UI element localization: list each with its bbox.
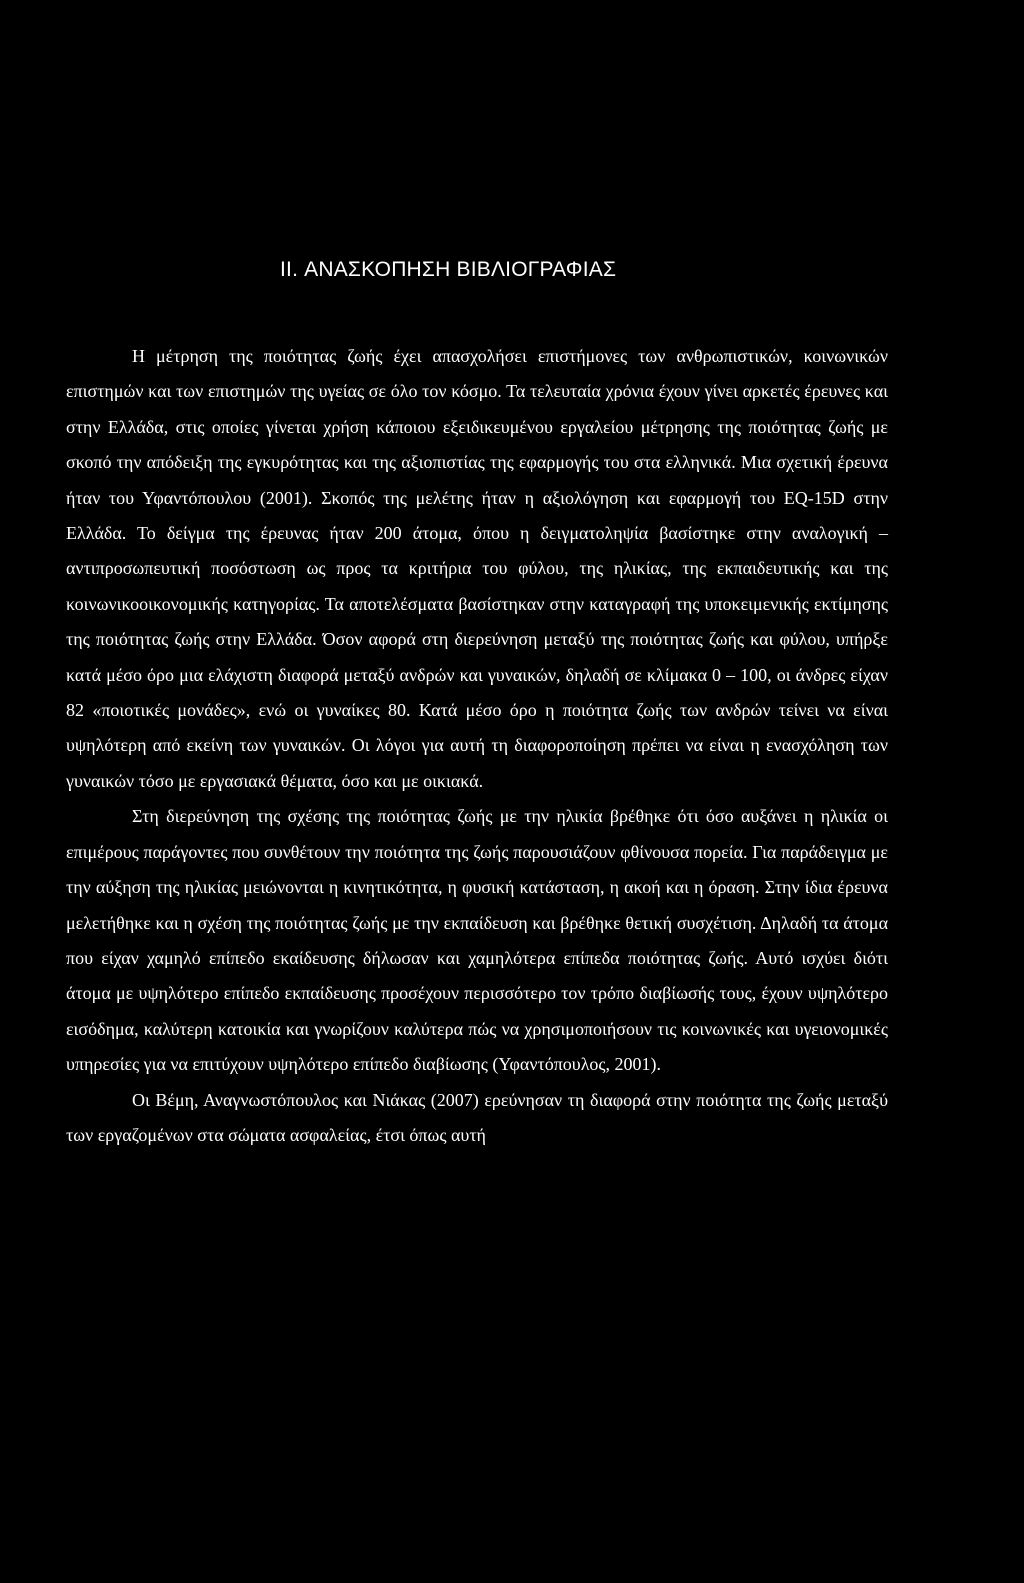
paragraph: Στη διερεύνηση της σχέσης της ποιότητας ζωής με την ηλικία βρέθηκε ότι όσο αυξάνει η ηλικία οι επιμέρους παράγοντες που συνθέτουν την ποιότητα της ζωής παρουσιάζουν φθίνουσα πορεία. Για παράδειγμα με την αύξηση της ηλικίας μειώνονται η κινητικότητα, η φυσική κατάσταση, η ακοή και η όραση. Στην ίδια έρευνα μελετήθηκε και η σχέση της ποιότητας ζωής με την εκπαίδευση και βρέθηκε θετική συσχέτιση. Δηλαδή τα άτομα που είχαν χαμηλό επίπεδο εκαίδευσης δήλωσαν και χαμηλότερα επίπεδα ποιότητας ζωής. Αυτό ισχύει διότι άτομα με υψηλότερο επίπεδο εκπαίδευσης προσέχουν περισσότερο τον τρόπο διαβίωσής τους, έχουν υψηλότερο εισόδημα, καλύτερη κατοικία και γνωρίζουν καλύτερα πώς να χρησιμοποιήσουν τις κοινωνικές και υγειονομικές υπηρεσίες για να επιτύχουν υψηλότερο επίπεδο διαβίωσης (Υφαντόπουλος, 2001). xyxy=(66,806,888,1075)
paragraph: Οι Βέμη, Αναγνωστόπουλος και Νιάκας (2007) ερεύνησαν τη διαφορά στην ποιότητα της ζωής μεταξύ των εργαζομένων στα σώματα ασφαλείας, έτσι όπως αυτή xyxy=(66,1089,888,1145)
document-body xyxy=(66,339,888,1153)
paragraph: Η μέτρηση της ποιότητας ζωής έχει απασχολήσει επιστήμονες των ανθρωπιστικών, κοινωνικών επιστημών και των επιστημών της υγείας σε όλο τον κόσμο. Τα τελευταία χρόνια έχουν γίνει αρκετές έρευνες και στην Ελλάδα, στις οποίες γίνεται χρήση κάποιου εξειδικευμένου εργαλείου μέτρησης της ποιότητας ζωής με σκοπό την απόδειξη της εγκυρότητας και της αξιοπιστίας της εφαρμογής του στα ελληνικά. Μια σχετική έρευνα ήταν του Υφαντόπουλου (2001). Σκοπός της μελέτης ήταν η αξιολόγηση και εφαρμογή του EQ-15D στην Ελλάδα. Το δείγμα της έρευνας ήταν 200 άτομα, όπου η δειγματοληψία βασίστηκε στην αναλογική – αντιπροσωπευτική ποσόστωση ως προς τα κριτήρια του φύλου, της ηλικίας, της εκπαιδευτικής και της κοινωνικοοικονομικής κατηγορίας. Τα αποτελέσματα βασίστηκαν στην καταγραφή της υποκειμενικής εκτίμησης της ποιότητας ζωής στην Ελλάδα. Όσον αφορά στη διερεύνηση μεταξύ της ποιότητας ζωής και φύλου, υπήρξε κατά μέσο όρο μια ελάχιστη διαφορά μεταξύ ανδρών και γυναικών, δηλαδή σε κλίμακα 0 – 100, οι άνδρες είχαν 82 «ποιοτικές μονάδες», ενώ οι γυναίκες 80. Κατά μέσο όρο η ποιότητα ζωής των ανδρών τείνει να είναι υψηλότερη από εκείνη των γυναικών. Οι λόγοι για αυτή τη διαφοροποίηση πρέπει να είναι η ενασχόληση των γυναικών τόσο με εργασιακά θέματα, όσο και με οικιακά. xyxy=(66,346,888,791)
section-heading: II. ΑΝΑΣΚΟΠΗΣΗ ΒΙΒΛΙΟΓΡΑΦΙΑΣ xyxy=(280,258,617,281)
